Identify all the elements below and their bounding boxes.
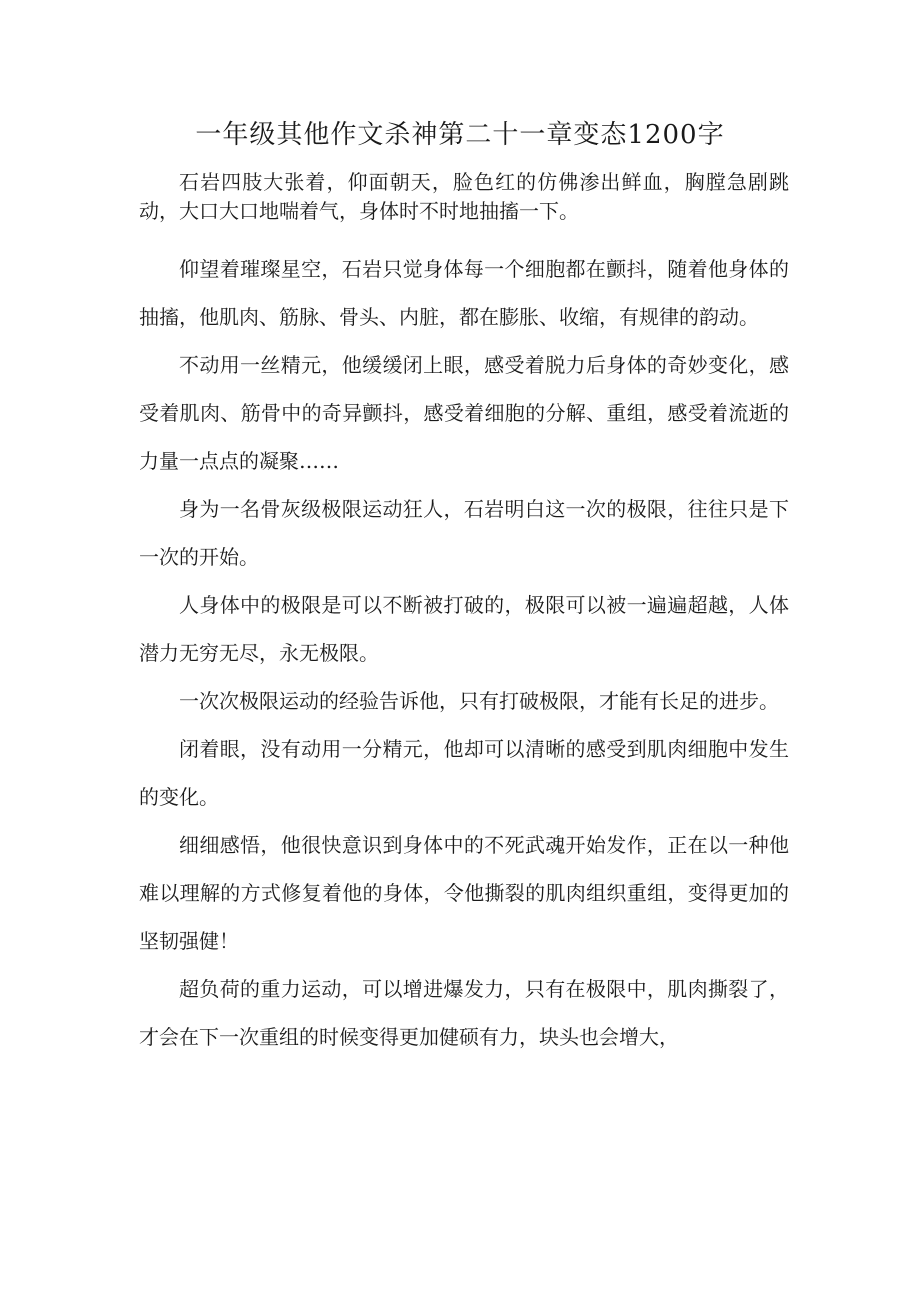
- paragraph: 超负荷的重力运动，可以增进爆发力，只有在极限中，肌肉撕裂了，才会在下一次重组的时候变得更加健硕有力，块头也会增大，: [139, 977, 789, 1049]
- paragraph: 身为一名骨灰级极限运动狂人，石岩明白这一次的极限，往往只是下一次的开始。: [139, 497, 789, 569]
- document-body: [139, 168, 789, 1061]
- document-title: 一年级其他作文杀神第二十一章变态1200字: [195, 120, 725, 150]
- paragraph: 一次次极限运动的经验告诉他，只有打破极限，才能有长足的进步。: [179, 689, 779, 713]
- paragraph: 仰望着璀璨星空，石岩只觉身体每一个细胞都在颤抖，随着他身体的抽搐，他肌肉、筋脉、骨头、内脏，都在膨胀、收缩，有规律的韵动。: [139, 257, 789, 329]
- paragraph: 闭着眼，没有动用一分精元，他却可以清晰的感受到肌肉细胞中发生的变化。: [139, 737, 789, 809]
- paragraph: 不动用一丝精元，他缓缓闭上眼，感受着脱力后身体的奇妙变化，感受着肌肉、筋骨中的奇异颤抖，感受着细胞的分解、重组，感受着流逝的力量一点点的凝聚……: [139, 353, 789, 473]
- paragraph: 人身体中的极限是可以不断被打破的，极限可以被一遍遍超越，人体潜力无穷无尽，永无极限。: [139, 593, 789, 665]
- paragraph: 细细感悟，他很快意识到身体中的不死武魂开始发作，正在以一种他难以理解的方式修复着他的身体，令他撕裂的肌肉组织重组，变得更加的坚韧强健！: [139, 833, 789, 953]
- paragraph: 石岩四肢大张着，仰面朝天，脸色红的仿佛渗出鲜血，胸膛急剧跳动，大口大口地喘着气，身体时不时地抽搐一下。: [139, 170, 789, 223]
